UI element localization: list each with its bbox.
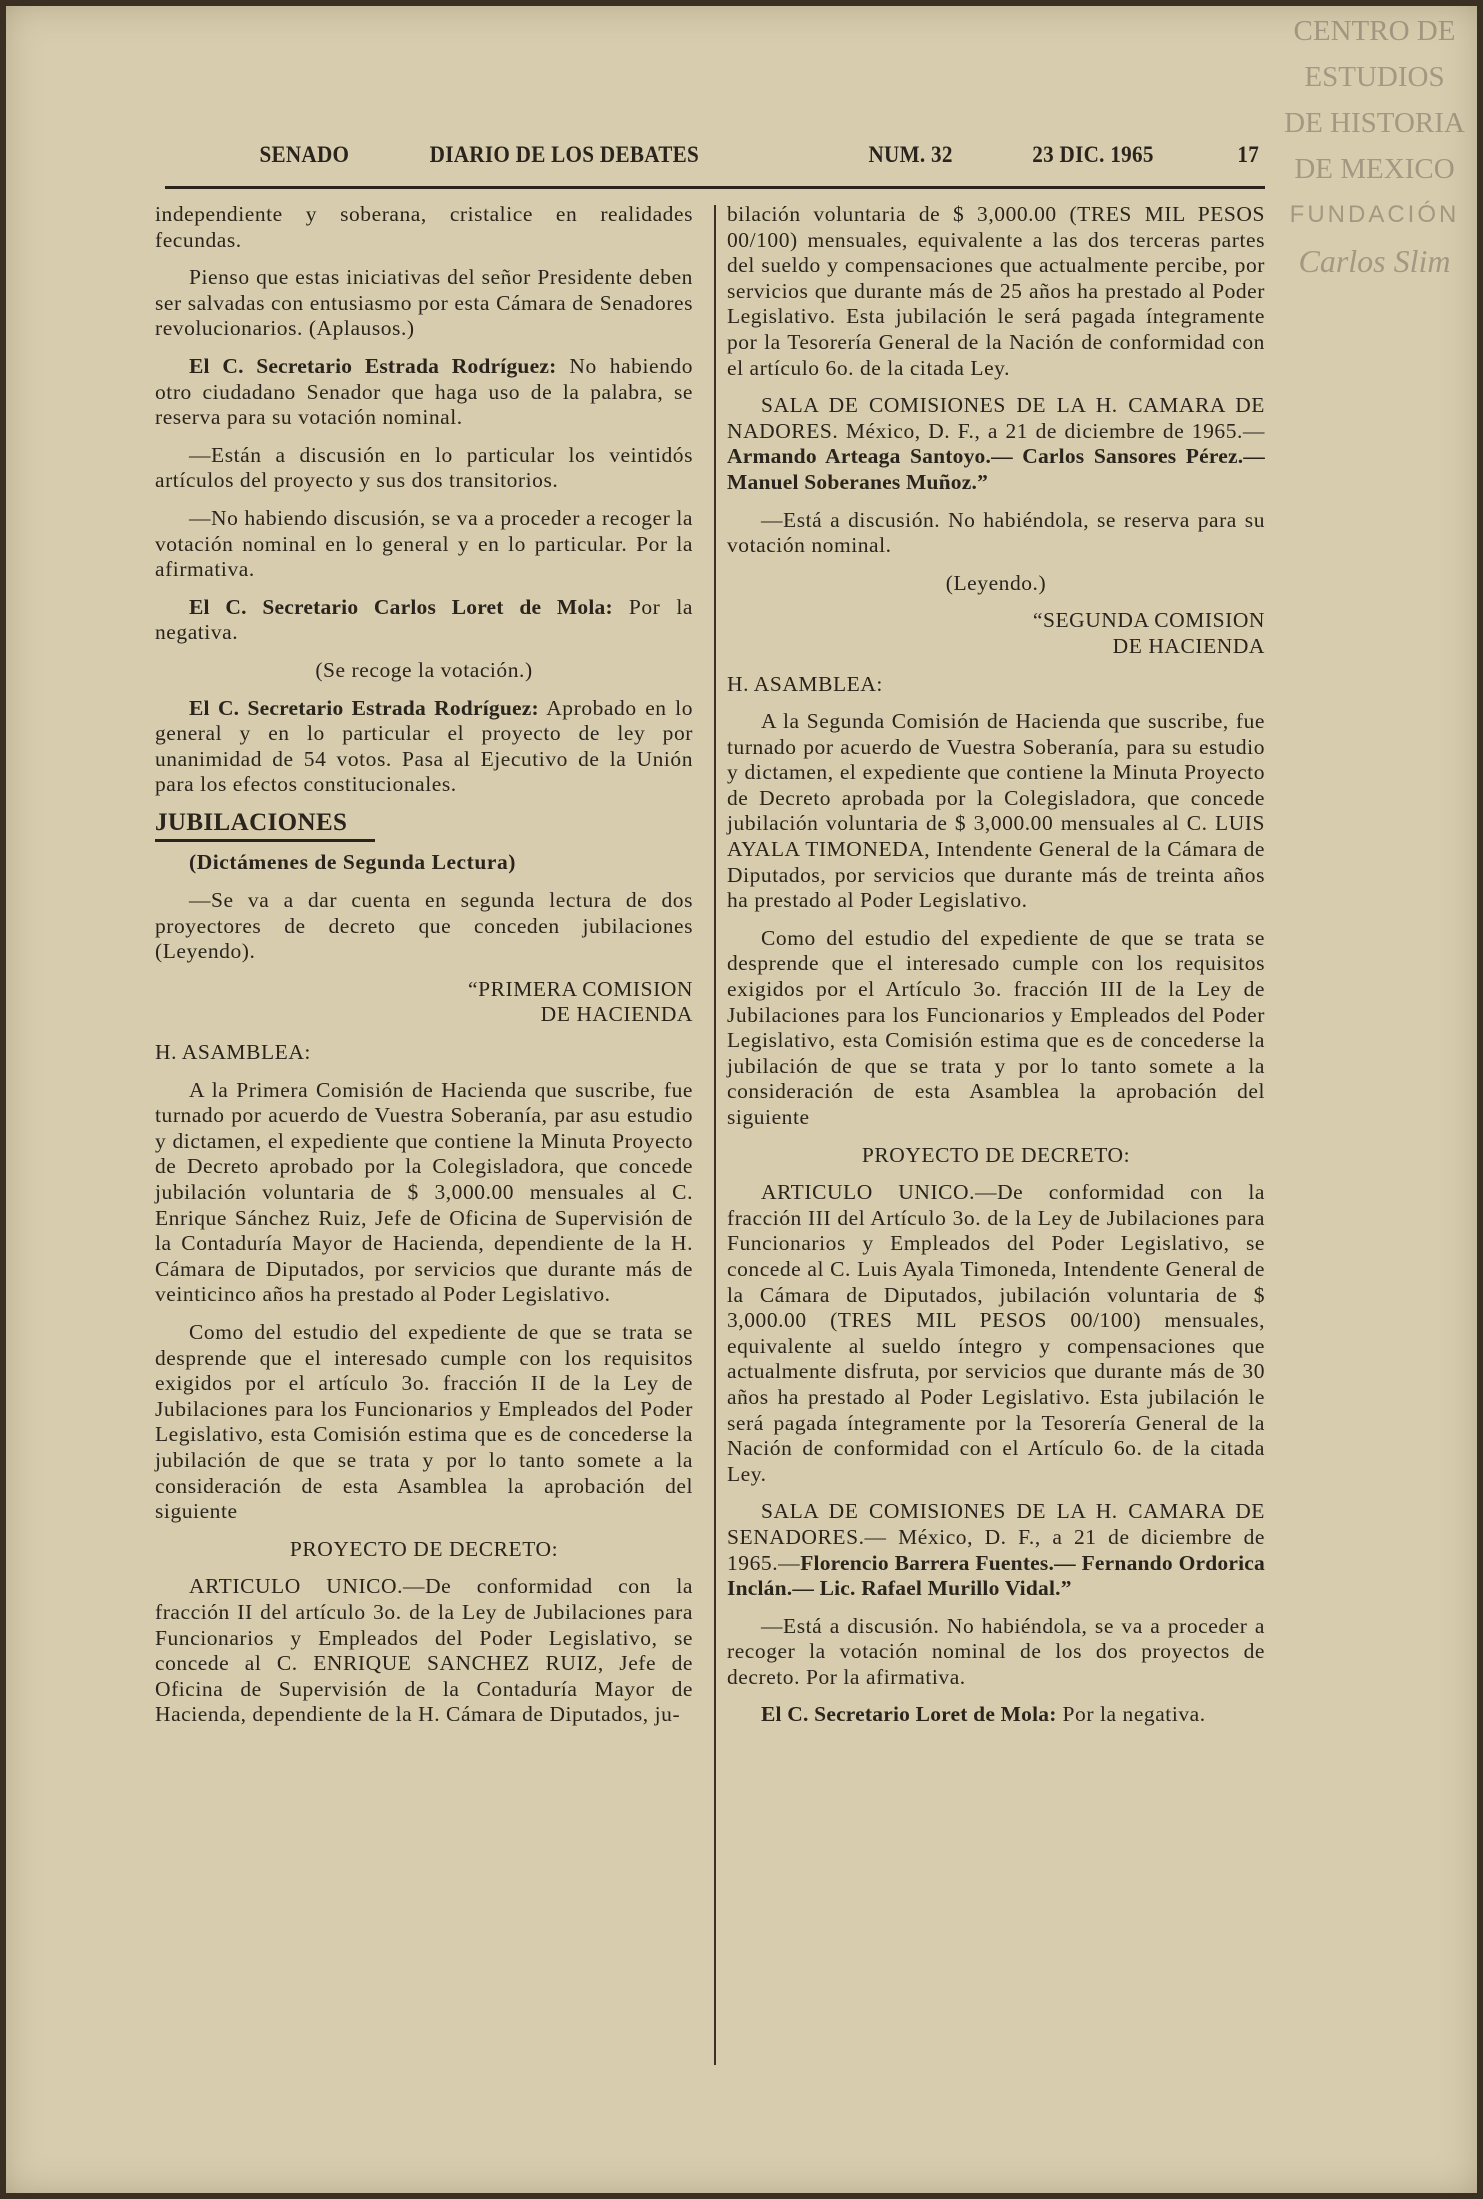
paragraph-text: PROYECTO DE DECRETO: [861,1142,1131,1167]
header-date: 23 DIC. 1965 [1032,142,1154,167]
paragraph-text: Como del estudio del expediente de que se trata se desprende que el interesado cumple con los requisitos exigidos por el artículo 3o. fracción II de la Ley de Jubilaciones para los Funcionarios y Empleados del Poder Legislativo, esta Comisión estima que es de concederse la jubilación de que se trata y por lo tanto somete a la consideración de esta Asamblea la aprobación del siguiente [155,1319,693,1524]
paragraph [155,443,693,494]
paragraph-text: “PRIMERA COMISION DE HACIENDA [468,976,693,1027]
paragraph [155,265,693,342]
paragraph-text: bilación voluntaria de $ 3,000.00 (TRES MIL PESOS 00/100) mensuales, equivalente a las dos terceras partes del sueldo y compensaciones que actualmente percibe, por servicios que durante más de 25 años ha prestado al Poder Legislativo. Esta jubilación le será pagada íntegramente por la Tesorería General de la Nación de conformidad con el artículo 6o. de la citada Ley. [727,202,1265,380]
header-number: NUM. 32 [868,142,953,167]
paragraph [727,1702,1265,1728]
section-subheading: (Dictámenes de Segunda Lectura) [189,850,516,875]
paragraph [727,202,1265,381]
paragraph [727,393,1265,495]
paragraph [727,1143,1265,1169]
paragraph [155,202,693,253]
header-page-number: 17 [1237,142,1260,167]
paragraph [155,1078,693,1308]
watermark-signature: Carlos Slim [1298,243,1451,279]
paragraph-text: Por la negativa. [1062,1702,1206,1727]
paragraph-text: H. ASAMBLEA: [727,671,883,696]
paragraph [727,508,1265,559]
paragraph-text: —Está a discusión. No habiéndola, se va a proceder a recoger la votación nominal de los dos proyectos de decreto. Por la afirmativa. [727,1613,1265,1689]
paragraph-text: SALA DE COMISIONES DE LA H. CAMARA DE NADORES. México, D. F., a 21 de diciembre de 1965.— [727,393,1265,443]
signatories: Florencio Barrera Fuentes.— Fernando Ordorica Inclán.— Lic. Rafael Murillo Vidal.” [727,1550,1265,1601]
paragraph-text: (Se recoge la votación.) [315,657,533,682]
paragraph-text: (Leyendo.) [945,570,1047,595]
speaker-name: El C. Secretario Carlos Loret de Mola: [189,594,613,619]
speaker-name: El C. Secretario Estrada Rodríguez: [189,695,539,720]
paragraph [155,1574,693,1728]
paragraph-text: Aprobado en lo general y en lo particular el proyecto de ley por unanimidad de 54 votos. Pasa al Ejecutivo de la Unión para los efectos constitucionales. [155,695,693,797]
paragraph-text: SALA DE COMISIONES DE LA H. CAMARA DE SENADORES.— México, D. F., a 21 de diciembre de 1965.— [727,1499,1265,1575]
paragraph [155,977,693,1028]
paragraph-text: No habiendo otro ciudadano Senador que haga uso de la palabra, se reserva para su votación nominal. [155,353,693,430]
paragraph [727,709,1265,914]
section-heading: JUBILACIONES [155,808,348,836]
paragraph [155,1040,693,1066]
watermark-line: DE MEXICO [1294,153,1455,185]
watermark-line: CENTRO DE [1293,15,1456,47]
page-header [0,142,1364,182]
watermark-line: DE HISTORIA [1284,107,1465,139]
paragraph [155,595,693,646]
header-section: SENADO [259,142,350,167]
paragraph [727,672,1265,698]
column-divider [714,205,716,2065]
paragraph-text: A la Primera Comisión de Hacienda que suscribe, fue turnado por acuerdo de Vuestra Soberanía, par asu estudio y dictamen, el expediente que contiene la Minuta Proyecto de Decreto aprobado por la Colegisladora, que concede jubilación voluntaria de $ 3,000.00 mensuales al C. Enrique Sánchez Ruiz, Jefe de Oficina de Supervisión de la Contaduría Mayor de Hacienda, dependiente de la H. Cámara de Diputados, por servicios que durante más de veinticinco años ha prestado al Poder Legislativo. [155,1077,693,1307]
heading-underline [155,839,375,842]
paragraph-text: —Se va a dar cuenta en segunda lectura de dos proyectores de decreto que conceden jubilaciones (Leyendo). [155,888,693,964]
paragraph-text: ARTICULO UNICO.—De conformidad con la fracción III del Artículo 3o. de la Ley de Jubilaciones para Funcionarios y Empleados del Poder Legislativo, se concede al C. Luis Ayala Timoneda, Intendente General de la Cámara de Diputados, jubilación voluntaria de $ 3,000.00 (TRES MIL PESOS 00/100) mensuales, equivalente al sueldo íntegro y compensaciones que actualmente disfruta, por servicios que durante más de 30 años ha prestado al Poder Legislativo. Esta jubilación le será pagada íntegramente por la Tesorería General de la Nación de conformidad con el Artículo 6o. de la citada Ley. [727,1180,1265,1486]
paragraph [727,1499,1265,1601]
paragraph [727,926,1265,1131]
paragraph [155,354,693,431]
paragraph-text: Por la negativa. [155,594,694,645]
paragraph-text: —No habiendo discusión, se va a proceder a recoger la votación nominal en lo general y en lo particular. Por la afirmativa. [155,505,693,582]
speaker-name: El C. Secretario Estrada Rodríguez: [189,353,557,378]
paragraph-text: —Están a discusión en lo particular los veintidós artículos del proyecto y sus dos transitorios. [155,442,693,493]
paragraph-text: ARTICULO UNICO.—De conformidad con la fracción II del artículo 3o. de la Ley de Jubilaciones para Funcionarios y Empleados del Poder Legislativo, se concede al C. ENRIQUE SANCHEZ RUIZ, Jefe de Oficina de Supervisión de la Contaduría Mayor de Hacienda, dependiente de la H. Cámara de Diputados, ju- [155,1574,693,1727]
paragraph-text: H. ASAMBLEA: [155,1040,311,1065]
paragraph-text: —Está a discusión. No habiéndola, se reserva para su votación nominal. [727,507,1265,558]
left-column [155,202,693,1740]
speaker-name: El C. Secretario Loret de Mola: [761,1702,1057,1727]
paragraph [155,888,693,965]
paragraph [727,571,1265,597]
right-column [727,202,1265,1740]
paragraph [727,1180,1265,1487]
paragraph [727,1614,1265,1691]
paragraph-text: A la Segunda Comisión de Hacienda que suscribe, fue turnado por acuerdo de Vuestra Soberanía, para su estudio y dictamen, el expediente que contiene la Minuta Proyecto de Decreto aprobada por la Colegisladora, que concede jubilación voluntaria de $ 3,000.00 mensuales al C. LUIS AYALA TIMONEDA, Intendente General de la Cámara de Diputados, por servicios que durante más de treinta años ha prestado al Poder Legislativo. [727,709,1265,913]
paragraph-text: independiente y soberana, cristalice en realidades fecundas. [155,202,693,252]
paragraph [155,658,693,684]
paragraph-text: PROYECTO DE DECRETO: [289,1536,559,1561]
paragraph [155,696,693,798]
paragraph [727,608,1265,659]
watermark-line: ESTUDIOS [1304,61,1445,93]
watermark-line: FUNDACIÓN [1289,201,1460,228]
header-rule [165,186,1265,189]
paragraph-text: “SEGUNDA COMISION DE HACIENDA [1032,608,1265,658]
paragraph [155,1537,693,1563]
paragraph-text: Pienso que estas iniciativas del señor Presidente deben ser salvadas con entusiasmo por esta Cámara de Senadores revolucionarios. (Aplausos.) [155,265,693,341]
signatories: Armando Arteaga Santoyo.— Carlos Sansores Pérez.— Manuel Soberanes Muñoz.” [727,444,1265,494]
header-publication: DIARIO DE LOS DEBATES [429,142,700,167]
paragraph-text: Como del estudio del expediente de que se trata se desprende que el interesado cumple con los requisitos exigidos por el Artículo 3o. fracción III de la Ley de Jubilaciones para los Funcionarios y Empleados del Poder Legislativo, esta Comisión estima que es de concederse la jubilación de que se trata y por lo tanto somete a la consideración de esta Asamblea la aprobación del siguiente [727,925,1265,1129]
paragraph [155,506,693,583]
paragraph [155,1320,693,1525]
